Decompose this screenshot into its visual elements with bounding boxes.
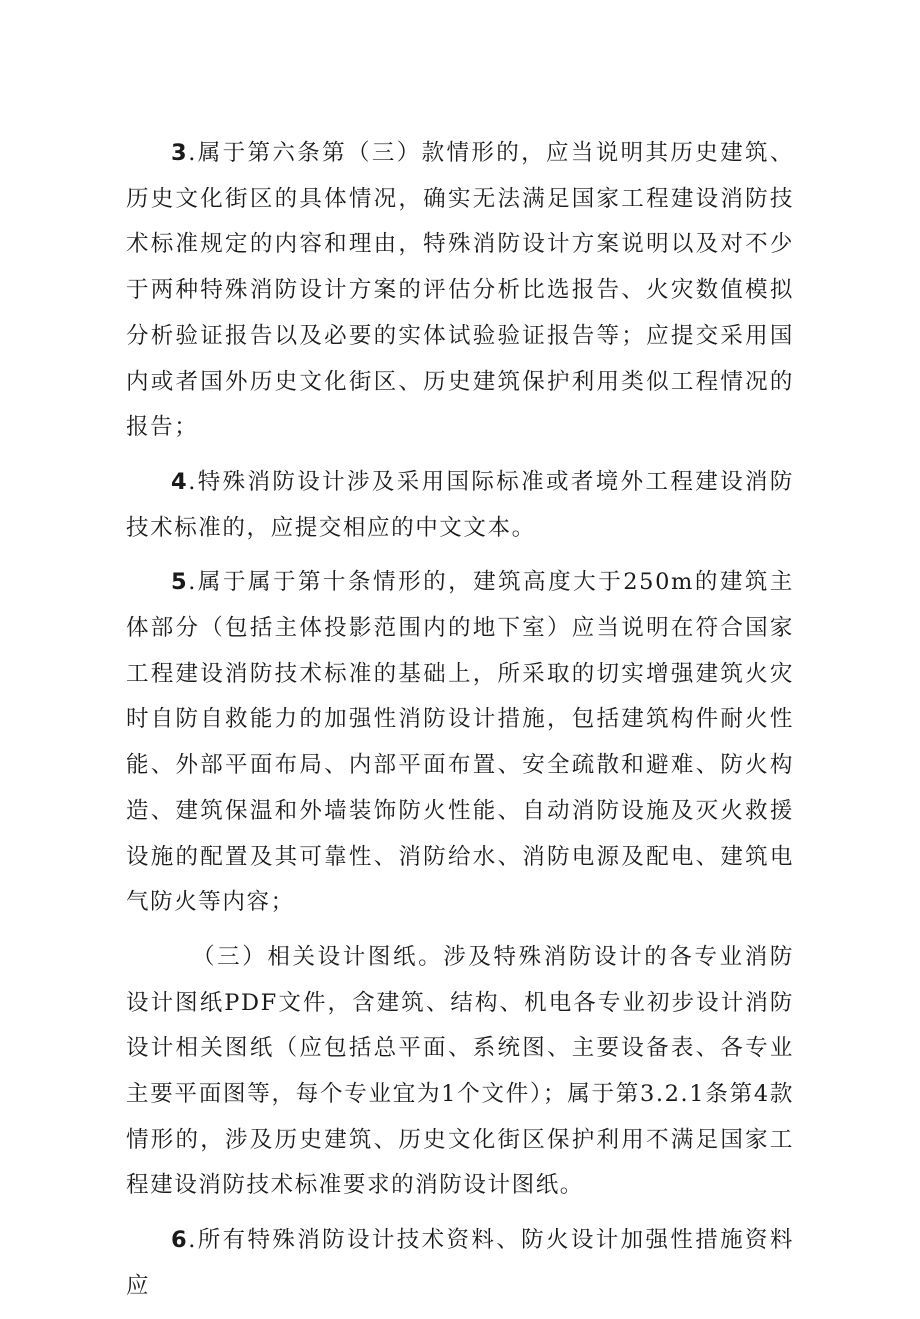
item-number: 3 — [171, 140, 189, 166]
item-number: 6 — [171, 1227, 189, 1254]
paragraph-section-3 — [126, 935, 794, 1209]
paragraph-item-5 — [126, 560, 794, 926]
paragraph-text: .特殊消防设计涉及采用国际标准或者境外工程建设消防技术标准的，应提交相应的中文文本。 — [126, 468, 794, 541]
paragraph-text: （三）相关设计图纸。涉及特殊消防设计的各专业消防设计图纸PDF文件，含建筑、结构、机电各专业初步设计消防设计相关图纸（应包括总平面、系统图、主要设备表、各专业主要平面图等，每个专业宜为1个文件）；属于第3.2.1条第4款情形的，涉及历史建筑、历史文化街区保护利用不满足国家工程建设消防技术标准要求的消防设计图纸。 — [126, 943, 794, 1199]
paragraph-item-4 — [126, 460, 794, 551]
paragraph-text: .属于第六条第（三）款情形的，应当说明其历史建筑、历史文化街区的具体情况，确实无法满足国家工程建设消防技术标准规定的内容和理由，特殊消防设计方案说明以及对不少于两种特殊消防设计方案的评估分析比选报告、火灾数值模拟分析验证报告以及必要的实体试验验证报告等；应提交采用国内或者国外历史文化街区、历史建筑保护利用类似工程情况的报告； — [126, 140, 794, 441]
item-number: 4 — [171, 468, 189, 495]
paragraph-text: .属于属于第十条情形的，建筑高度大于250m的建筑主体部分（包括主体投影范围内的地下室）应当说明在符合国家工程建设消防技术标准的基础上，所采取的切实增强建筑火灾时自防自救能力的加强性消防设计措施，包括建筑构件耐火性能、外部平面布局、内部平面布置、安全疏散和避难、防火构造、建筑保温和外墙装饰防火性能、自动消防设施及灭火救援设施的配置及其可靠性、消防给水、消防电源及配电、建筑电气防火等内容； — [126, 569, 794, 916]
paragraph-item-6 — [126, 1218, 794, 1309]
document-body — [126, 131, 794, 1319]
item-number: 5 — [171, 569, 189, 596]
paragraph-text: .所有特殊消防设计技术资料、防火设计加强性措施资料应 — [126, 1227, 794, 1299]
paragraph-item-3 — [126, 131, 794, 451]
